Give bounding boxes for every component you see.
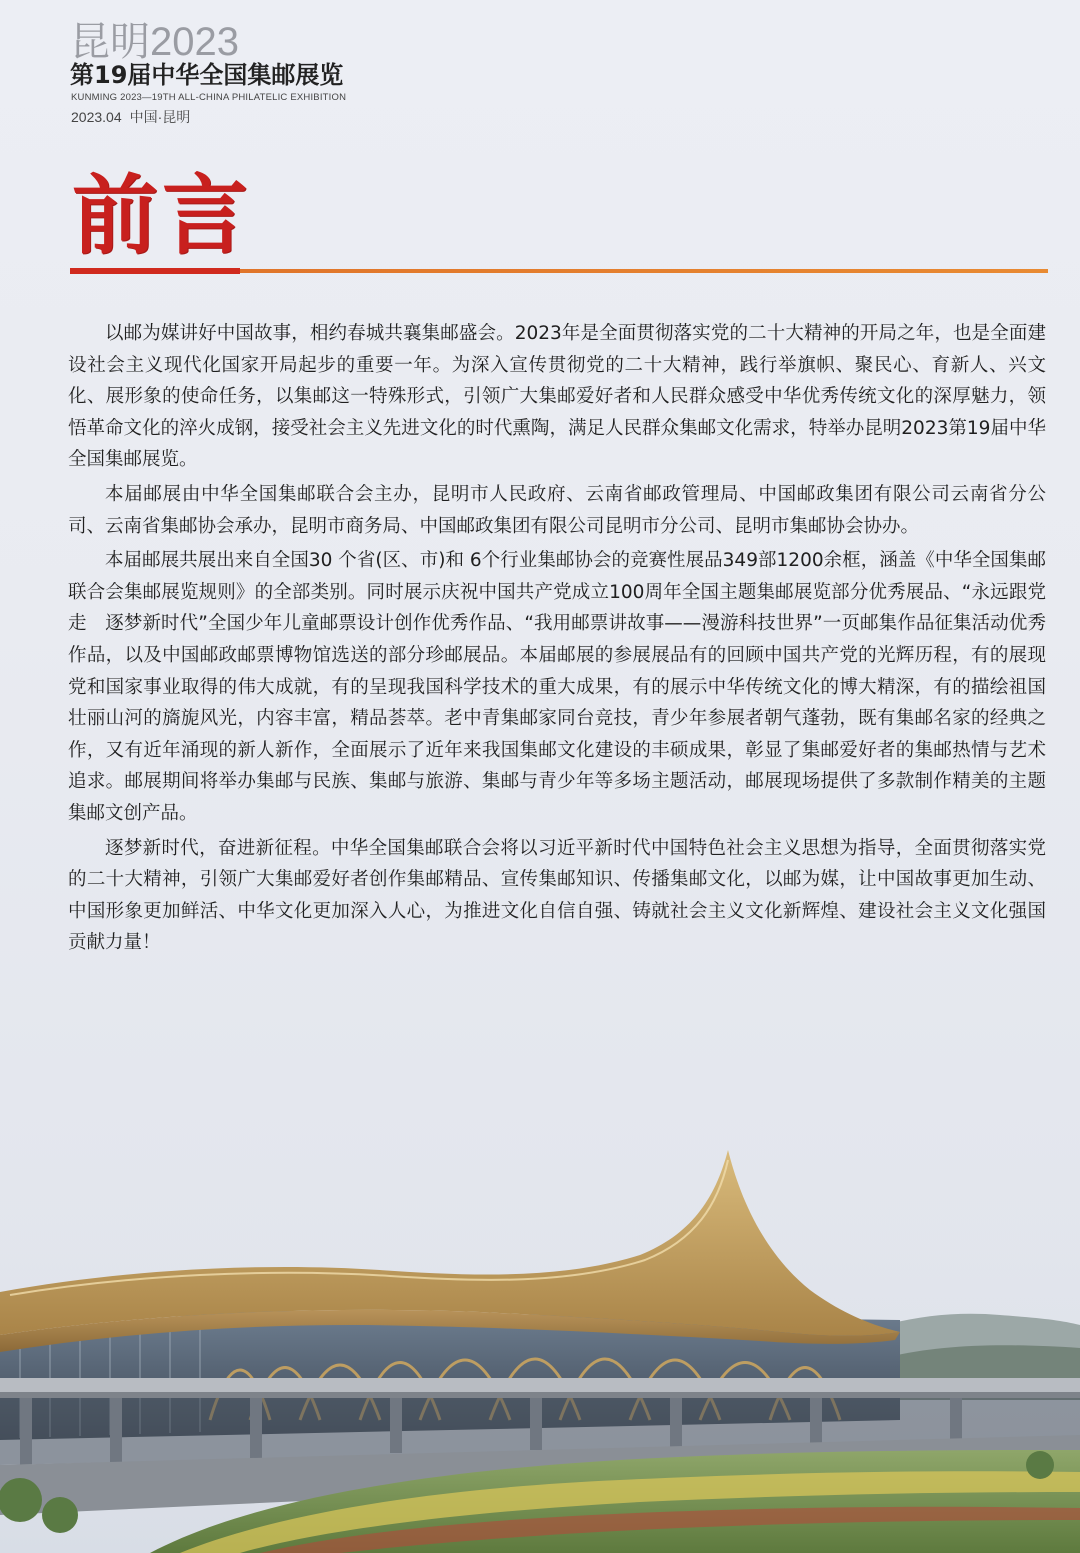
heading-rule	[70, 268, 1048, 274]
preface-paragraph-4: 逐梦新时代，奋进新征程。中华全国集邮联合会将以习近平新时代中国特色社会主义思想为指导，全面贯彻落实党的二十大精神，引领广大集邮爱好者创作集邮精品、宣传集邮知识、传播集邮文化，以邮为媒，让中国故事更加生动、中国形象更加鲜活、中华文化更加深入人心，为推进文化自信自强、铸就社会主义文化新辉煌、建设社会主义文化强国贡献力量！	[68, 837, 1046, 954]
header-english-subtitle: KUNMING 2023—19TH ALL-CHINA PHILATELIC EXHIBITION	[71, 92, 347, 103]
header-exhibition-title: 第19届中华全国集邮展览	[70, 61, 344, 89]
heading-rule-orange	[240, 269, 1048, 273]
preface-paragraph-1: 以邮为媒讲好中国故事，相约春城共襄集邮盛会。2023年是全面贯彻落实党的二十大精神的开局之年，也是全面建设社会主义现代化国家开局起步的重要一年。为深入宣传贯彻党的二十大精神，践行举旗帜、聚民心、育新人、兴文化、展形象的使命任务，以集邮这一特殊形式，引领广大集邮爱好者和人民群众感受中华优秀传统文化的深厚魅力，领悟革命文化的淬火成钢，接受社会主义先进文化的时代熏陶，满足人民群众集邮文化需求，特举办昆明2023第19届中华全国集邮展览。	[68, 323, 1046, 471]
preface-heading: 前言	[72, 166, 252, 266]
preface-body	[68, 318, 1046, 962]
header-place: 中国·昆明	[129, 109, 191, 125]
header-date: 2023.04	[71, 109, 122, 125]
header-date-place	[71, 108, 190, 126]
airport-terminal-photo	[0, 1120, 1080, 1553]
preface-paragraph-3: 本届邮展共展出来自全国30 个省(区、市)和 6个行业集邮协会的竞赛性展品349部1200余框，涵盖《中华全国集邮联合会集邮展览规则》的全部类别。同时展示庆祝中国共产党成立100周年全国主题集邮展览部分优秀展品、“永远跟党走 逐梦新时代”全国少年儿童邮票设计创作优秀作品、“我用邮票讲故事——漫游科技世界”一页邮集作品征集活动优秀作品，以及中国邮政邮票博物馆选送的部分珍邮展品。本届邮展的参展展品有的回顾中国共产党的光辉历程，有的展现党和国家事业取得的伟大成就，有的呈现我国科学技术的重大成果，有的展示中华传统文化的博大精深，有的描绘祖国壮丽山河的旖旎风光，内容丰富，精品荟萃。老中青集邮家同台竞技，青少年参展者朝气蓬勃，既有集邮名家的经典之作，又有近年涌现的新人新作，全面展示了近年来我国集邮文化建设的丰硕成果，彰显了集邮爱好者的集邮热情与艺术追求。邮展期间将举办集邮与民族、集邮与旅游、集邮与青少年等多场主题活动，邮展现场提供了多款制作精美的主题集邮文创产品。	[68, 550, 1046, 824]
heading-rule-red	[70, 268, 240, 274]
header-city-year: 昆明2023	[70, 20, 239, 64]
preface-paragraph-2: 本届邮展由中华全国集邮联合会主办，昆明市人民政府、云南省邮政管理局、中国邮政集团有限公司云南省分公司、云南省集邮协会承办，昆明市商务局、中国邮政集团有限公司昆明市分公司、昆明市集邮协会协办。	[68, 483, 1046, 537]
